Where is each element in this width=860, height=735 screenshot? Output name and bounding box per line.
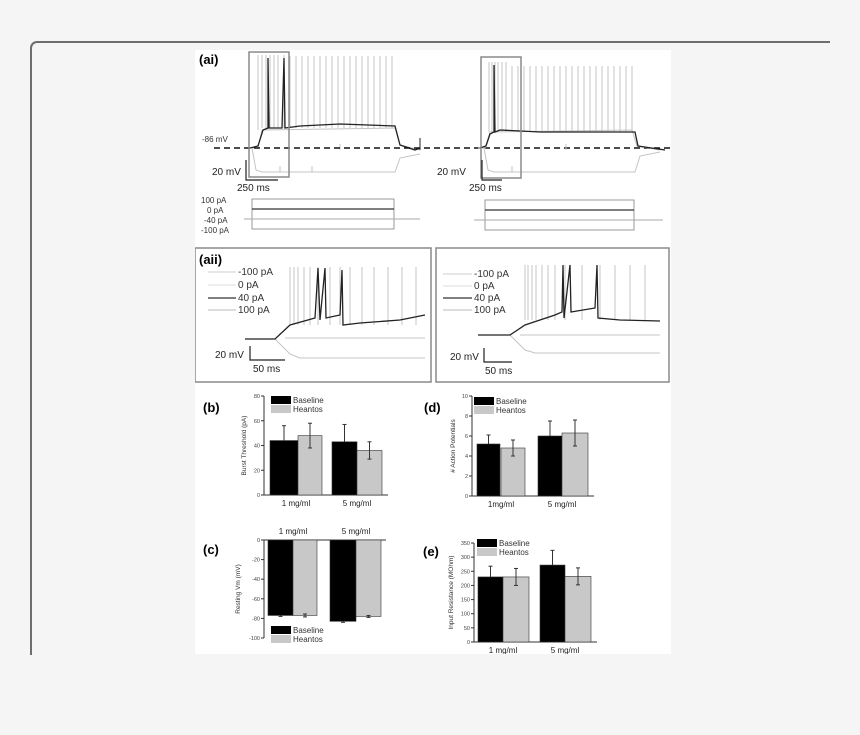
- bar-baseline: [268, 540, 293, 615]
- stim-label: -100 pA: [201, 226, 230, 235]
- legend-label: Heantos: [499, 548, 529, 557]
- legend-label: 0 pA: [474, 281, 495, 292]
- legend-label: 0 pA: [238, 280, 259, 291]
- y-tick-label: 350: [460, 541, 470, 547]
- legend-swatch: [477, 539, 497, 547]
- y-axis-label: # Action Potentials: [450, 419, 457, 473]
- scale-bar-aii: [484, 348, 512, 362]
- voltage-ref-label: -86 mV: [202, 135, 228, 144]
- panel-label-c: (c): [203, 542, 219, 557]
- legend-swatch: [271, 405, 291, 413]
- panel-label-ai: (ai): [199, 52, 219, 67]
- frame-edge: [830, 38, 860, 46]
- legend-swatch: [474, 397, 494, 405]
- trace-40pa-left: [250, 58, 420, 150]
- bar-baseline: [330, 540, 356, 621]
- figure-svg: [195, 50, 671, 654]
- category-label: 5 mg/ml: [341, 527, 371, 536]
- panel-border: [195, 248, 431, 382]
- category-label: 1mg/ml: [487, 500, 515, 509]
- y-tick-label: 4: [464, 454, 468, 460]
- stim-box-right: [485, 200, 634, 230]
- legend-label: Heantos: [496, 406, 526, 415]
- legend-label: Baseline: [293, 626, 324, 635]
- scale-t: 50 ms: [253, 364, 281, 375]
- legend-label: Baseline: [499, 539, 530, 548]
- y-tick-label: -100: [248, 636, 260, 642]
- y-tick-label: 6: [464, 434, 468, 440]
- category-label: 5 mg/ml: [550, 646, 580, 654]
- y-tick-label: 20: [253, 468, 260, 475]
- legend-swatch: [271, 635, 291, 643]
- scale-t: 50 ms: [485, 366, 513, 377]
- bar-baseline: [332, 442, 357, 495]
- traces-grey: [510, 265, 660, 353]
- chart-resting-vm: [203, 527, 386, 644]
- panel-label-aii: (aii): [199, 252, 223, 267]
- y-tick-label: 0: [464, 494, 468, 500]
- bar-baseline: [270, 441, 298, 495]
- bar-baseline: [538, 436, 562, 496]
- trace-40pa: [245, 268, 425, 339]
- legend-label: 100 pA: [238, 305, 270, 316]
- bar-heantos: [293, 540, 317, 615]
- y-tick-label: 0: [256, 493, 260, 499]
- y-axis-label: Burst Threshold (pA): [241, 415, 248, 476]
- y-tick-label: 2: [464, 474, 468, 480]
- traces-grey-left: [252, 55, 420, 172]
- panel-label-e: (e): [423, 544, 439, 559]
- stim-label: -40 pA: [204, 216, 228, 225]
- legend-aii-left: [208, 267, 273, 316]
- chart-action-potentials: [424, 394, 594, 509]
- scale-t-right: 250 ms: [469, 183, 502, 194]
- category-label: 5 mg/ml: [342, 499, 372, 508]
- legend-aii-right: [443, 269, 509, 316]
- scale-v: 20 mV: [215, 350, 244, 361]
- zoom-box-right: [481, 57, 521, 178]
- y-tick-label: -80: [252, 616, 260, 623]
- bar-heantos: [356, 540, 381, 616]
- panel-aii-left: [195, 248, 431, 382]
- panel-label-b: (b): [203, 400, 220, 415]
- stim-label: 100 pA: [201, 196, 227, 205]
- legend-label: Baseline: [496, 397, 527, 406]
- category-label: 1 mg/ml: [278, 527, 308, 536]
- y-axis-label: Resting Vm (mV): [235, 564, 242, 614]
- scale-t-left: 250 ms: [237, 183, 270, 194]
- legend-label: -100 pA: [238, 267, 274, 278]
- legend-swatch: [477, 548, 497, 556]
- y-tick-label: 8: [464, 414, 468, 420]
- legend-label: 40 pA: [238, 293, 265, 304]
- scale-v-left: 20 mV: [212, 167, 241, 178]
- traces-grey: [275, 267, 425, 358]
- traces-grey-right: [478, 62, 660, 172]
- figure-image: [195, 50, 671, 654]
- y-tick-label: -20: [252, 557, 260, 564]
- legend-label: -100 pA: [474, 269, 510, 280]
- panel-aii-right: [436, 248, 669, 382]
- y-tick-label: 10: [461, 394, 468, 400]
- bar-heantos: [565, 576, 591, 642]
- chart-input-resistance: [423, 539, 597, 654]
- category-label: 5 mg/ml: [547, 500, 577, 509]
- y-tick-label: 200: [460, 583, 470, 590]
- y-tick-label: 80: [253, 394, 260, 400]
- legend-label: Baseline: [293, 396, 324, 405]
- y-tick-label: 0: [466, 640, 470, 646]
- legend-label: 100 pA: [474, 305, 506, 316]
- bar-baseline: [478, 577, 503, 642]
- scale-v-right: 20 mV: [437, 167, 466, 178]
- legend-swatch: [474, 406, 494, 414]
- category-label: 1 mg/ml: [281, 499, 311, 508]
- legend-swatch: [271, 396, 291, 404]
- panel-ai: [199, 52, 670, 235]
- y-tick-label: 50: [463, 625, 470, 632]
- legend-label: Heantos: [293, 405, 323, 414]
- legend-label: 40 pA: [474, 293, 501, 304]
- y-tick-label: -60: [252, 596, 260, 603]
- panel-label-d: (d): [424, 400, 441, 415]
- chart-burst-threshold: [203, 394, 388, 508]
- scale-v: 20 mV: [450, 352, 479, 363]
- legend-label: Heantos: [293, 635, 323, 644]
- bar-baseline: [540, 565, 565, 642]
- scale-bar-right: [482, 160, 502, 180]
- legend-swatch: [271, 626, 291, 634]
- bar-baseline: [477, 444, 500, 496]
- y-tick-label: 40: [253, 443, 260, 450]
- y-tick-label: 300: [460, 555, 470, 562]
- y-tick-label: -40: [252, 577, 260, 584]
- y-tick-label: 150: [460, 597, 470, 604]
- scale-bar-aii: [250, 346, 285, 360]
- category-label: 1 mg/ml: [488, 646, 518, 654]
- y-tick-label: 100: [460, 611, 470, 618]
- y-tick-label: 60: [253, 418, 260, 425]
- y-axis-label: Input Resistance (MOhm): [448, 555, 455, 630]
- y-tick-label: 250: [460, 569, 470, 576]
- y-tick-label: 0: [256, 538, 260, 544]
- stim-box-left: [252, 199, 394, 229]
- bar-heantos: [503, 577, 529, 642]
- stim-label: 0 pA: [207, 206, 224, 215]
